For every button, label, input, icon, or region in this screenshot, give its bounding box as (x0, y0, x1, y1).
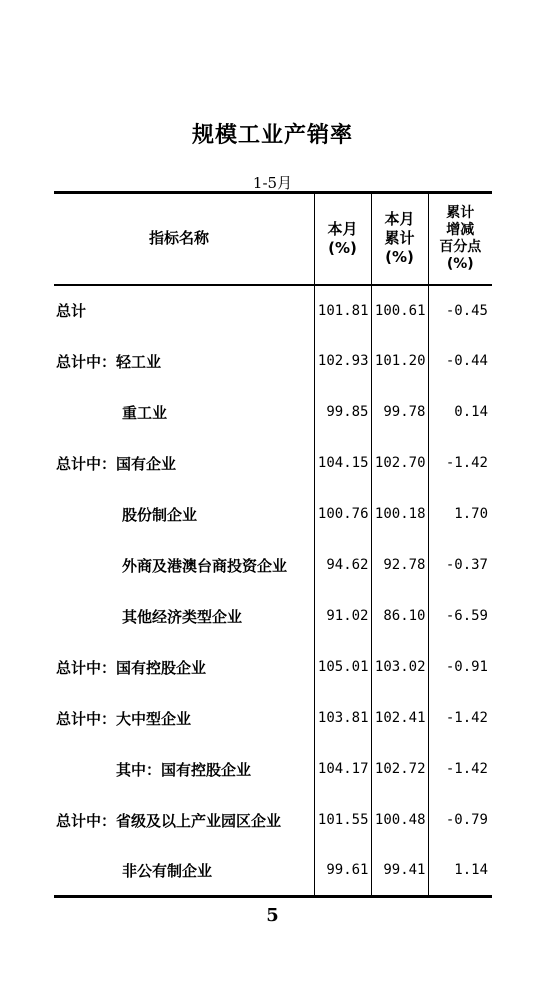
row-month-value: 101.55 (314, 795, 371, 846)
row-name: 总计中：轻工业 (56, 352, 162, 371)
sales-rate-table (54, 191, 492, 898)
row-change-value: -6.59 (428, 591, 492, 642)
row-cumulative-value: 86.10 (371, 591, 428, 642)
row-name: 股份制企业 (122, 505, 198, 524)
row-cumulative-value: 100.48 (371, 795, 428, 846)
table-header-row (54, 193, 492, 285)
period-label: 1-5月 (252, 174, 293, 192)
header-change (428, 193, 492, 285)
header-month-line2: (%) (328, 238, 357, 257)
row-cumulative-value: 102.41 (371, 693, 428, 744)
table-row (54, 285, 492, 336)
header-month (314, 193, 371, 285)
data-table-container (54, 191, 492, 898)
row-change-value: 1.70 (428, 489, 492, 540)
row-month-value: 105.01 (314, 642, 371, 693)
row-change-value: -0.45 (428, 285, 492, 336)
row-name: 总计中：国有控股企业 (56, 658, 207, 677)
row-month-value: 100.76 (314, 489, 371, 540)
header-cumulative-line2: 累计 (384, 229, 415, 248)
table-row (54, 744, 492, 795)
row-cumulative-value: 102.70 (371, 438, 428, 489)
row-name: 总计中：大中型企业 (56, 709, 192, 728)
table-row (54, 795, 492, 846)
row-change-value: -1.42 (428, 438, 492, 489)
row-name: 总计 (56, 302, 87, 320)
table-row (54, 387, 492, 438)
row-cumulative-value: 102.72 (371, 744, 428, 795)
table-row (54, 489, 492, 540)
row-change-value: -0.44 (428, 336, 492, 387)
row-month-value: 94.62 (314, 540, 371, 591)
row-month-value: 103.81 (314, 693, 371, 744)
table-row (54, 336, 492, 387)
row-cumulative-value: 99.78 (371, 387, 428, 438)
row-cumulative-value: 103.02 (371, 642, 428, 693)
row-month-value: 91.02 (314, 591, 371, 642)
header-indicator-name (54, 193, 314, 285)
header-indicator-name-text: 指标名称 (149, 229, 210, 248)
row-cumulative-value: 101.20 (371, 336, 428, 387)
row-month-value: 104.15 (314, 438, 371, 489)
row-month-value: 102.93 (314, 336, 371, 387)
table-row (54, 693, 492, 744)
row-name: 其他经济类型企业 (122, 607, 243, 626)
header-change-line3: 百分点 (439, 238, 482, 255)
table-row (54, 438, 492, 489)
header-cumulative-line3: (%) (385, 248, 414, 267)
header-change-line1: 累计 (446, 204, 475, 221)
row-cumulative-value: 100.18 (371, 489, 428, 540)
row-name: 其中：国有控股企业 (116, 760, 252, 779)
row-month-value: 104.17 (314, 744, 371, 795)
row-change-value: -0.91 (428, 642, 492, 693)
row-month-value: 99.85 (314, 387, 371, 438)
page-title: 规模工业产销率 (191, 123, 353, 148)
row-month-value: 99.61 (314, 846, 371, 897)
row-name: 外商及港澳台商投资企业 (122, 556, 288, 575)
header-change-line4: (%) (446, 255, 474, 272)
header-change-line2: 增减 (446, 221, 475, 238)
header-cumulative (371, 193, 428, 285)
header-cumulative-line1: 本月 (384, 210, 415, 229)
table-row (54, 846, 492, 897)
row-name: 总计中：省级及以上产业园区企业 (56, 811, 282, 830)
row-name: 总计中：国有企业 (56, 454, 177, 473)
row-name: 重工业 (122, 403, 168, 422)
header-month-line1: 本月 (327, 219, 358, 238)
row-cumulative-value: 100.61 (371, 285, 428, 336)
row-change-value: 1.14 (428, 846, 492, 897)
table-row (54, 540, 492, 591)
row-change-value: -1.42 (428, 744, 492, 795)
row-change-value: -0.79 (428, 795, 492, 846)
row-change-value: -1.42 (428, 693, 492, 744)
row-month-value: 101.81 (314, 285, 371, 336)
table-row (54, 591, 492, 642)
row-cumulative-value: 92.78 (371, 540, 428, 591)
page-number: 5 (266, 905, 279, 926)
row-change-value: -0.37 (428, 540, 492, 591)
row-change-value: 0.14 (428, 387, 492, 438)
table-row (54, 642, 492, 693)
row-cumulative-value: 99.41 (371, 846, 428, 897)
row-name: 非公有制企业 (122, 861, 213, 880)
